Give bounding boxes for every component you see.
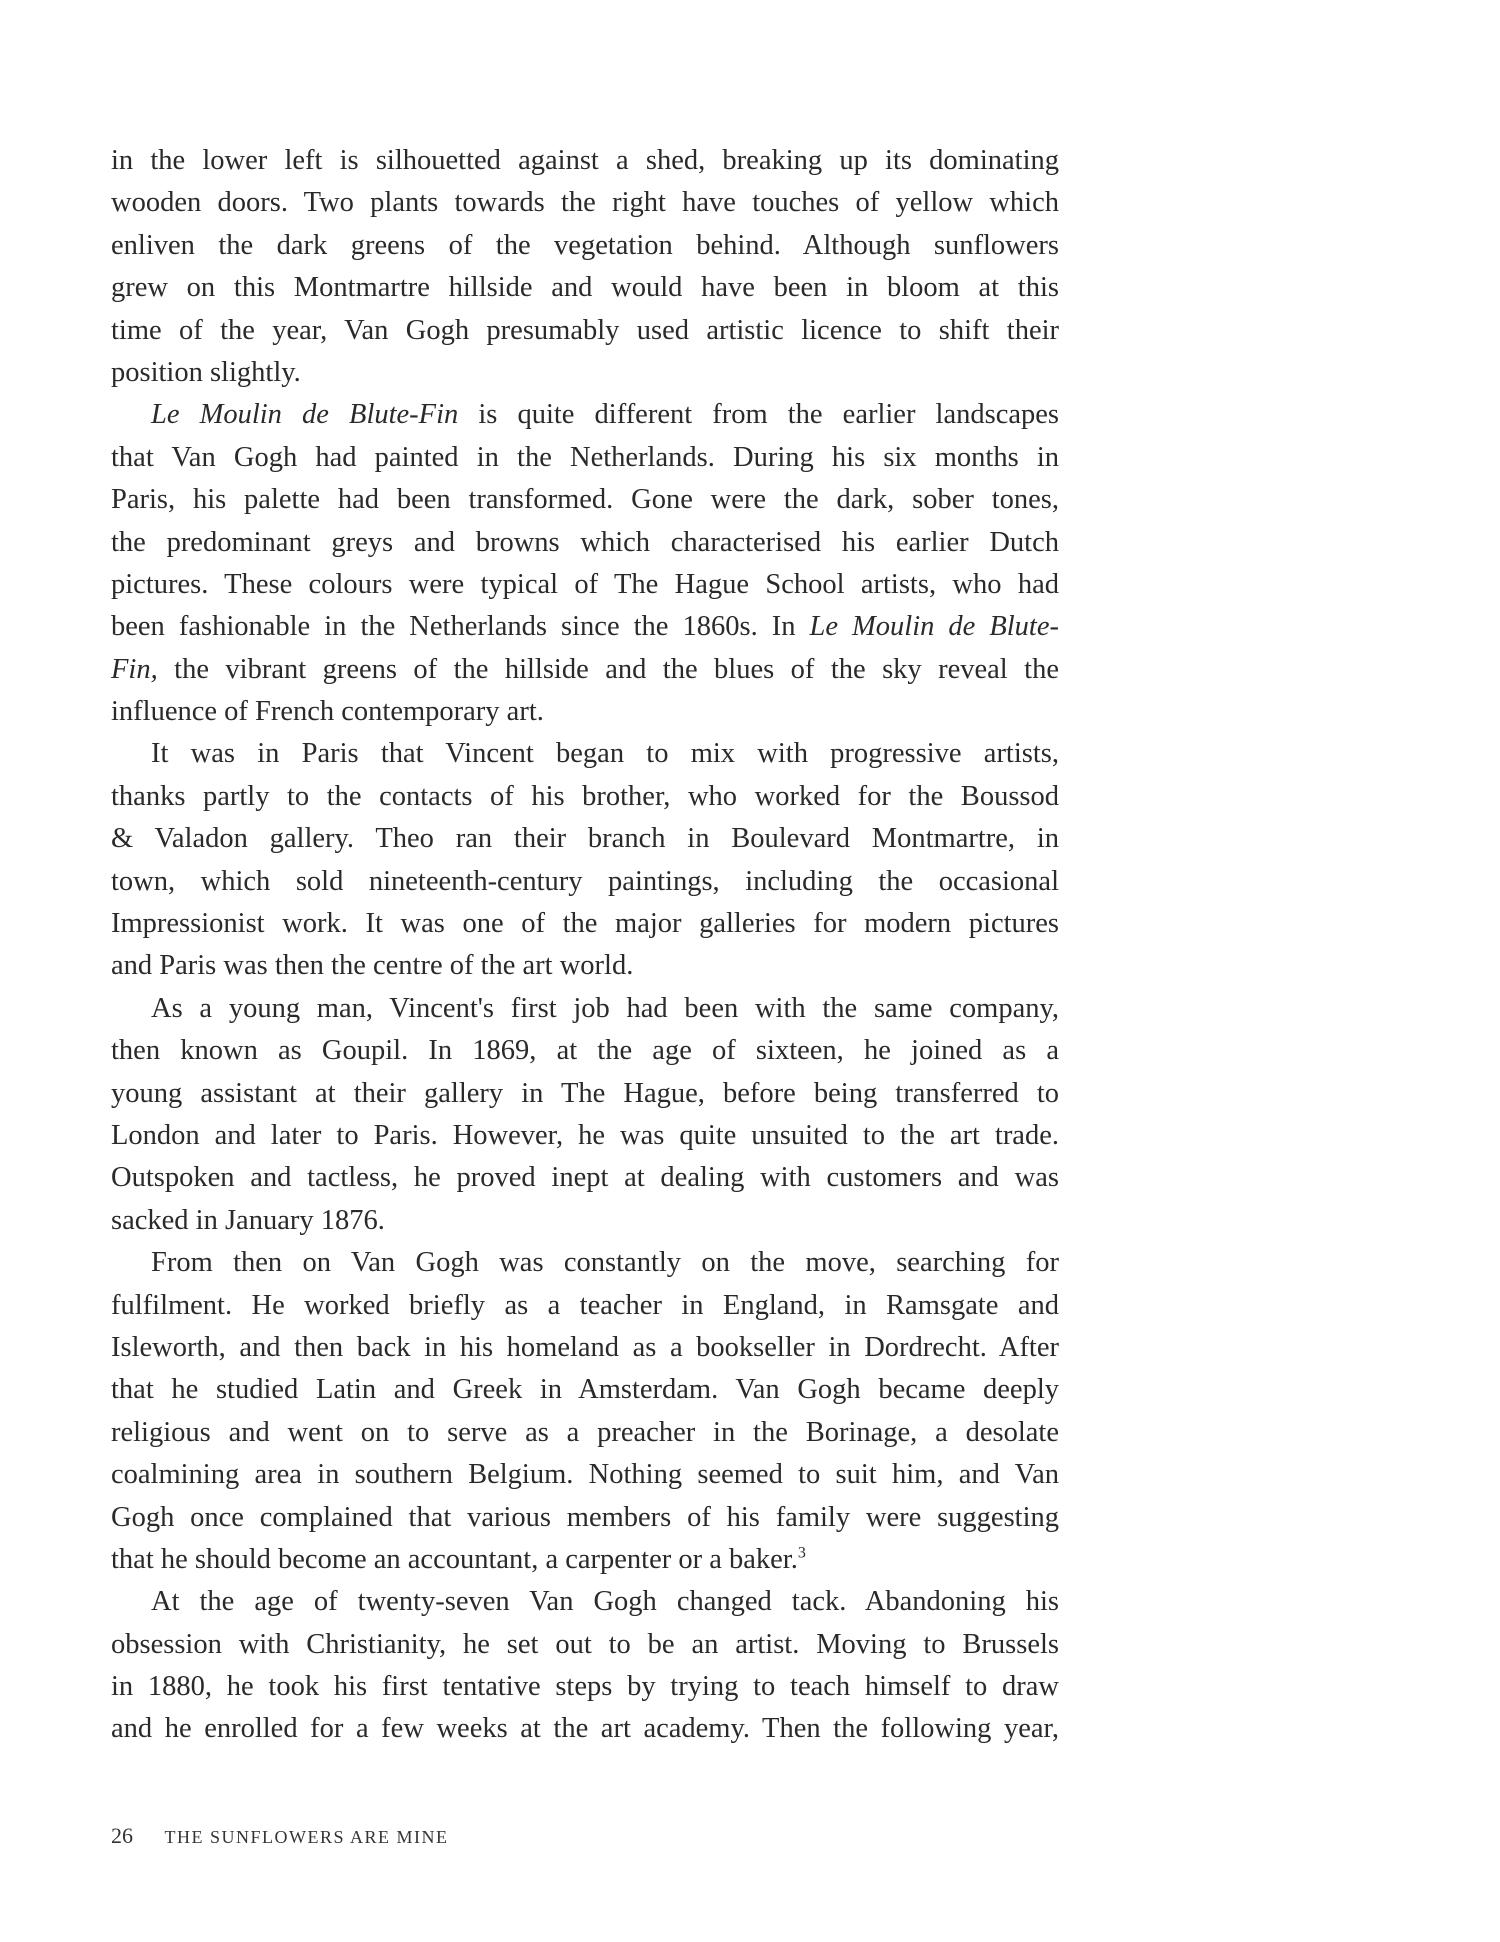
text-run: influence of French contemporary art. (111, 696, 544, 728)
text-line (111, 394, 1059, 436)
text-line (111, 479, 1059, 521)
paragraph (111, 1242, 1059, 1581)
text-line (111, 649, 1059, 691)
text-line (111, 1030, 1059, 1072)
text-line (111, 818, 1059, 860)
text-run: Gogh once complained that various members of his family were suggesting (111, 1501, 1059, 1533)
body-text (111, 140, 1059, 1751)
text-line (111, 522, 1059, 564)
text-line (111, 1073, 1059, 1115)
text-line (111, 1666, 1059, 1708)
text-line (111, 310, 1059, 352)
text-line (111, 861, 1059, 903)
text-line (111, 1708, 1059, 1750)
text-run: the predominant greys and browns which characterised his earlier Dutch (111, 526, 1059, 558)
text-run: that Van Gogh had painted in the Netherlands. During his six months in (111, 441, 1059, 473)
text-line (111, 140, 1059, 182)
text-line (111, 1115, 1059, 1157)
paragraph (111, 1581, 1059, 1751)
text-run: & Valadon gallery. Theo ran their branch in Boulevard Montmartre, in (111, 823, 1059, 855)
text-line (111, 776, 1059, 818)
text-run: From then on Van Gogh was constantly on the move, searching for (151, 1247, 1059, 1279)
text-line (111, 733, 1059, 775)
page-footer (111, 1823, 449, 1849)
text-run: enliven the dark greens of the vegetation behind. Although sunflowers (111, 229, 1059, 261)
text-run: thanks partly to the contacts of his brother, who worked for the Boussod (111, 780, 1059, 812)
text-line (111, 1285, 1059, 1327)
text-run: and Paris was then the centre of the art world. (111, 950, 634, 982)
text-run: grew on this Montmartre hillside and would have been in bloom at this (111, 272, 1059, 304)
text-run: young assistant at their gallery in The Hague, before being transferred to (111, 1077, 1059, 1109)
text-run: pictures. These colours were typical of The Hague School artists, who had (111, 568, 1059, 600)
text-run: is quite different from the earlier landscapes (458, 399, 1059, 431)
text-run: time of the year, Van Gogh presumably used artistic licence to shift their (111, 314, 1059, 346)
text-line (111, 606, 1059, 648)
text-run: in the lower left is silhouetted against a shed, breaking up its dominating (111, 145, 1059, 176)
text-run: the vibrant greens of the hillside and the blues of the sky reveal the (157, 653, 1059, 685)
text-run: and he enrolled for a few weeks at the art academy. Then the following year, (111, 1713, 1059, 1745)
text-line (111, 1242, 1059, 1284)
text-run: sacked in January 1876. (111, 1204, 385, 1236)
text-run: It was in Paris that Vincent began to mix with progressive artists, (151, 738, 1059, 770)
text-line (111, 437, 1059, 479)
paragraph (111, 988, 1059, 1242)
page-number: 26 (111, 1823, 133, 1848)
text-line (111, 1624, 1059, 1666)
text-run: coalmining area in southern Belgium. Nothing seemed to suit him, and Van (111, 1459, 1059, 1491)
text-run: in 1880, he took his first tentative steps by trying to teach himself to draw (111, 1671, 1059, 1703)
text-line (111, 691, 1059, 733)
text-run: Outspoken and tactless, he proved inept at dealing with customers and was (111, 1162, 1059, 1194)
text-line (111, 945, 1059, 987)
text-line (111, 1327, 1059, 1369)
text-run: religious and went on to serve as a preacher in the Borinage, a desolate (111, 1416, 1059, 1448)
text-line (111, 352, 1059, 394)
text-run: then known as Goupil. In 1869, at the age of sixteen, he joined as a (111, 1035, 1059, 1067)
text-line (111, 1539, 1059, 1581)
text-run: As a young man, Vincent's first job had been with the same company, (151, 992, 1059, 1024)
text-run: been fashionable in the Netherlands since the 1860s. In (111, 611, 810, 643)
text-run: London and later to Paris. However, he was quite unsuited to the art trade. (111, 1119, 1059, 1151)
text-line (111, 903, 1059, 945)
paragraph (111, 394, 1059, 733)
text-line (111, 1497, 1059, 1539)
text-line (111, 1412, 1059, 1454)
text-line (111, 988, 1059, 1030)
text-run: Isleworth, and then back in his homeland as a bookseller in Dordrecht. After (111, 1331, 1059, 1363)
text-line (111, 267, 1059, 309)
text-run: town, which sold nineteenth-century paintings, including the occasional (111, 865, 1059, 897)
text-line (111, 1369, 1059, 1411)
text-line (111, 1157, 1059, 1199)
footnote-ref: 3 (797, 1544, 806, 1562)
paragraph (111, 733, 1059, 987)
italic-title: Fin, (111, 653, 158, 685)
text-run: fulfilment. He worked briefly as a teacher in England, in Ramsgate and (111, 1289, 1059, 1321)
text-line (111, 564, 1059, 606)
text-run: position slightly. (111, 356, 301, 388)
italic-title: Le Moulin de Blute-Fin (151, 399, 459, 431)
text-run: obsession with Christianity, he set out to be an artist. Moving to Brussels (111, 1628, 1059, 1660)
text-line (111, 182, 1059, 224)
text-run: wooden doors. Two plants towards the right have touches of yellow which (111, 187, 1059, 219)
italic-title: Le Moulin de Blute- (809, 611, 1059, 643)
running-title: THE SUNFLOWERS ARE MINE (164, 1827, 449, 1847)
text-line (111, 1454, 1059, 1496)
text-line (111, 1200, 1059, 1242)
text-run: that he should become an accountant, a carpenter or a baker. (111, 1543, 798, 1575)
text-run: that he studied Latin and Greek in Amsterdam. Van Gogh became deeply (111, 1374, 1059, 1406)
text-run: At the age of twenty-seven Van Gogh changed tack. Abandoning his (151, 1586, 1059, 1618)
text-run: Impressionist work. It was one of the major galleries for modern pictures (111, 908, 1059, 940)
text-line (111, 225, 1059, 267)
text-run: Paris, his palette had been transformed. Gone were the dark, sober tones, (111, 484, 1059, 516)
text-line (111, 1581, 1059, 1623)
paragraph (111, 140, 1059, 394)
